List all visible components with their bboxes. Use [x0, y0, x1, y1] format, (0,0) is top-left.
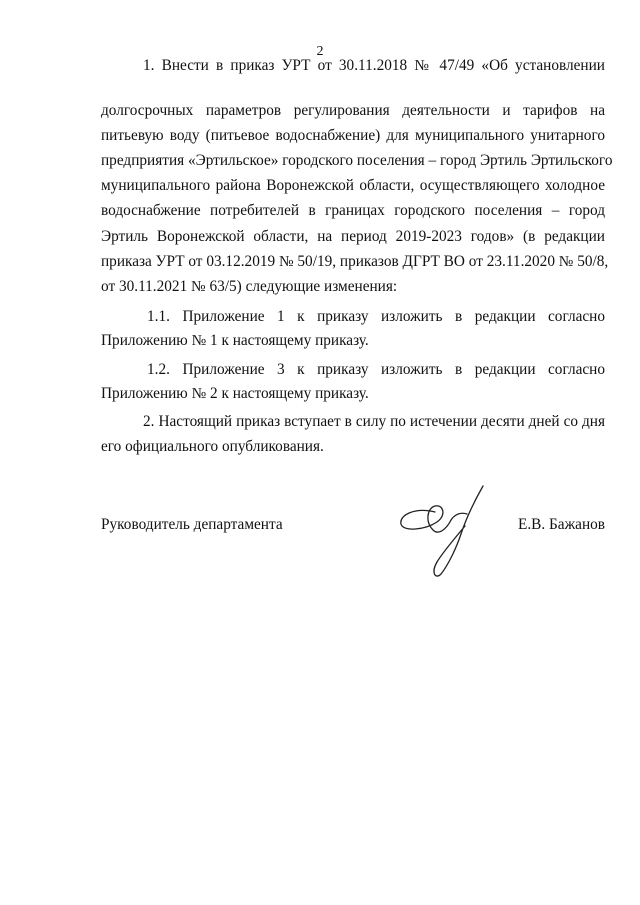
subitem-1-1-line: Приложению № 1 к настоящему приказу. [101, 332, 369, 349]
paragraph-1-line: приказа УРТ от 03.12.2019 № 50/19, приказов ДГРТ ВО от 23.11.2020 № 50/8, [101, 253, 609, 270]
paragraph-1-line: долгосрочных параметров регулирования деятельности и тарифов на [101, 102, 605, 119]
subitem-1-1-line: 1.1. Приложение 1 к приказу изложить в редакции согласно [147, 308, 605, 325]
paragraph-2-line: его официального опубликования. [101, 438, 324, 455]
paragraph-1-line: 1. Внести в приказ УРТ от 30.11.2018 № 47/49 «Об установлении [143, 57, 605, 74]
signatory-position: Руководитель департамента [101, 516, 283, 533]
paragraph-1-line: от 30.11.2021 № 63/5) следующие изменения: [101, 278, 398, 295]
paragraph-1-line: водоснабжение потребителей в границах городского поселения – город [101, 202, 605, 219]
paragraph-1-line: предприятия «Эртильское» городского поселения – город Эртиль Эртильского [101, 152, 613, 169]
subitem-1-2-line: Приложению № 2 к настоящему приказу. [101, 385, 369, 402]
subitem-1-2-line: 1.2. Приложение 3 к приказу изложить в редакции согласно [147, 361, 605, 378]
signatory-name: Е.В. Бажанов [518, 516, 606, 533]
paragraph-1-line: Эртиль Воронежской области, на период 2019-2023 годов» (в редакции [101, 228, 605, 245]
page-number: 2 [316, 44, 324, 59]
paragraph-2-line: 2. Настоящий приказ вступает в силу по истечении десяти дней со дня [143, 413, 605, 430]
paragraph-1-line: питьевую воду (питьевое водоснабжение) для муниципального унитарного [101, 127, 605, 144]
handwritten-signature [395, 482, 495, 582]
paragraph-1-line: муниципального района Воронежской области, осуществляющего холодное [101, 177, 605, 194]
